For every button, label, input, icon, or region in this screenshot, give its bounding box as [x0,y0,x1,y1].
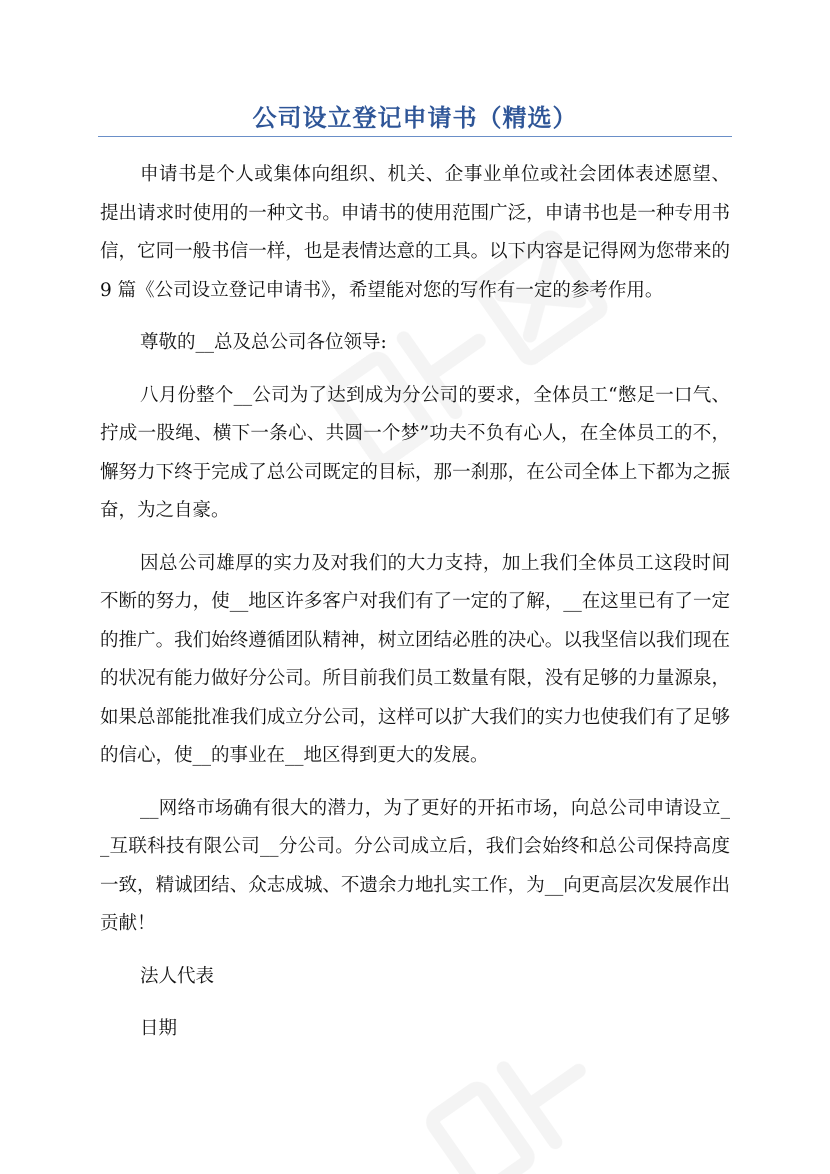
title-underline [98,136,732,137]
intro-paragraph: 申请书是个人或集体向组织、机关、企事业单位或社会团体表述愿望、提出请求时使用的一种文书。申请书的使用范围广泛，申请书也是一种专用书信，它同一般书信一样，也是表情达意的工具。以下内容是记得网为您带来的 9 篇《公司设立登记申请书》，希望能对您的写作有一定的参考作用。 [100,164,730,301]
body-paragraph-2: 因总公司雄厚的实力及对我们的大力支持，加上我们全体员工这段时间不断的努力，使__地区许多客户对我们有了一定的了解，__在这里已有了一定的推广。我们始终遵循团队精神，树立团结必胜的决心。以我坚信以我们现在的状况有能力做好分公司。所目前我们员工数量有限，没有足够的力量源泉，如果总部能批准我们成立分公司，这样可以扩大我们的实力也使我们有了足够的信心，使__的事业在__地区得到更大的发展。 [100,552,730,766]
signature-line: 法人代表 [140,965,215,987]
date-line: 日期 [140,1018,178,1039]
document-title: 公司设立登记申请书（精选） [252,103,578,132]
body-paragraph-3: __网络市场确有很大的潜力，为了更好的开拓市场，向总公司申请设立__互联科技有限公司__分公司。分公司成立后，我们会始终和总公司保持高度一致，精诚团结、众志成城、不遗余力地扎实工作，为__向更高层次发展作出贡献！ [100,797,730,934]
body-paragraph-1: 八月份整个__公司为了达到成为分公司的要求，全体员工“憋足一口气、拧成一股绳、横下一条心、共圆一个梦”功夫不负有心人，在全体员工的不，懈努力下终于完成了总公司既定的目标，那一刹那，在公司全体上下都为之振奋，为之自豪。 [100,384,730,521]
document-body [100,156,730,1049]
salutation-paragraph: 尊敬的__总及总公司各位领导: [140,332,387,353]
